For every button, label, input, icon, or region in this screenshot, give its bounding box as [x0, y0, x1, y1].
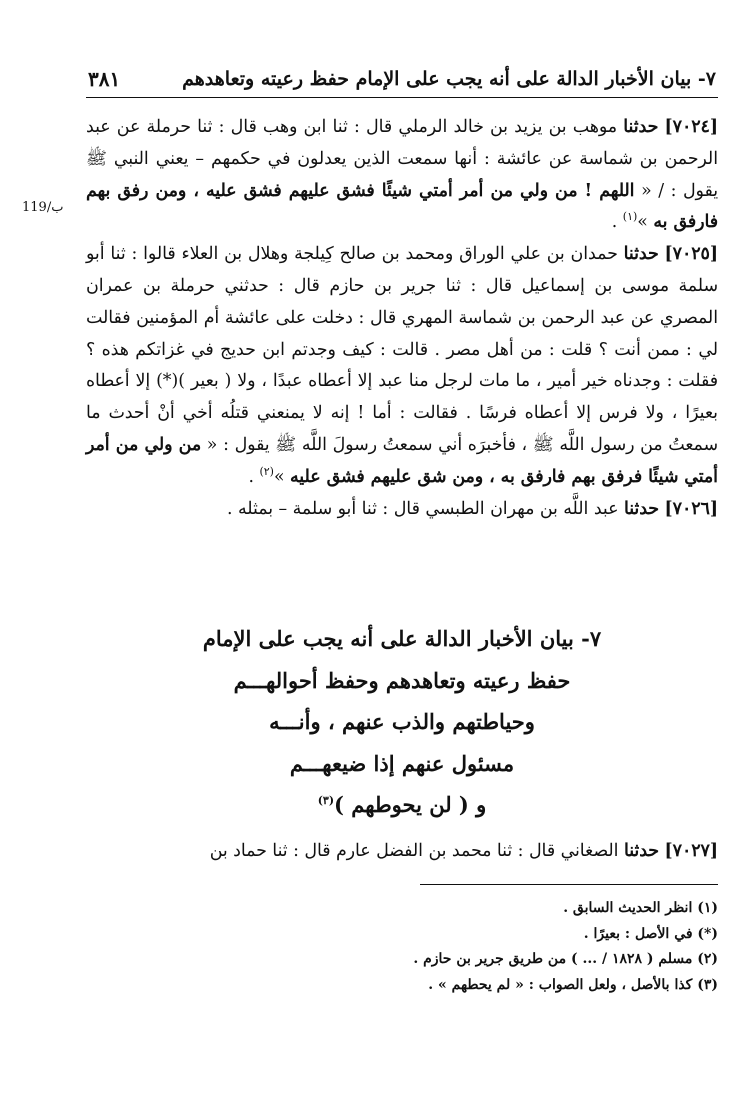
hadith-lead: حدثنا — [623, 841, 659, 861]
hadith-paragraph-7026 — [86, 494, 718, 526]
hadith-text: الصغاني قال : ثنا محمد بن الفضل عارم قال : ثنا حماد بن — [209, 841, 619, 861]
hadith-number: [٧٠٢٤] — [664, 117, 718, 137]
running-header — [88, 64, 716, 94]
manuscript-folio-note: 119/ب — [22, 200, 64, 215]
hadith-text: حمدان بن علي الوراق ومحمد بن صالح كِيلجة وهلال بن العلاء قالوا : ثنا أبو سلمة موسى بن إسماعيل قال : ثنا جرير بن حازم قال : حدثني حرملة بن عمران المصري عن عبد الرحمن بن شماسة المهري قال : دخلت على عائشة أم المؤمنين فقالت لي : ممن أنت ؟ قلت : من أهل مصر . قالت : كيف وجدتم ابن حديج في غزاتكم هذه ؟ فقلت : وجدناه خير أمير ، ما مات لرجل منا عبد إلا أعطاه عبدًا ، ولا ( بعير )(*) إلا أعطاه بعيرًا ، ولا فرس إلا أعطاه فرسًا . فقالت : أما ! إنه لا يمنعني قتلُه أخي أنْ أحدث ما سمعتُ من رسول اللَّه ﷺ ، فأخبرَه أني سمعتُ رسولَ اللَّه ﷺ يقول : « — [86, 244, 718, 455]
header-title: ٧- بيان الأخبار الدالة على أنه يجب على الإمام حفظ رعيته وتعاهدهم — [182, 68, 716, 90]
footnotes — [86, 896, 718, 998]
footnote-item: (*) في الأصل : بعيرًا . — [583, 925, 718, 942]
chapter-heading-text: و ( لن يحوطهم ) — [334, 792, 487, 817]
quote-close: » — [273, 466, 285, 487]
hadith-lead: حدثنا — [623, 117, 659, 137]
hadith-text: عبد اللَّه بن مهران الطبسي قال : ثنا أبو سلمة – بمثله . — [227, 498, 619, 519]
chapter-heading-line: حفظ رعيته وتعاهدهم وحفظ أحوالهـــم — [233, 667, 571, 693]
hadith-quote: من ولي من أمر أمتي شيئًا فرفق بهم فارفق به ، ومن شق عليهم فشق عليه — [86, 434, 718, 487]
footnote-item: (٢) مسلم ( ١٨٢٨ / ... ) من طريق جرير بن حازم . — [413, 951, 718, 967]
hadith-number: [٧٠٢٦] — [664, 498, 718, 519]
hadith-paragraph-7024 — [86, 112, 718, 239]
hadith-lead: حدثنا — [623, 498, 659, 519]
hadith-lead: حدثنا — [623, 244, 659, 265]
footnote-item: (٣) كذا بالأصل ، ولعل الصواب : « لم يحطهم » . — [428, 976, 718, 993]
hadith-number: [٧٠٢٥] — [664, 244, 718, 265]
hadith-paragraph-7025 — [86, 239, 718, 493]
chapter-heading — [86, 618, 718, 826]
hadith-quote: اللهم ! من ولي من أمر أمتي شيئًا فشق عليهم فشق عليه ، ومن رفق بهم فارفق به — [86, 180, 718, 233]
chapter-heading-line: ٧- بيان الأخبار الدالة على أنه يجب على الإمام — [202, 626, 602, 651]
sentence-end: . — [611, 212, 623, 233]
footnote-ref: (٢) — [259, 465, 274, 478]
hadith-paragraph-7027 — [86, 836, 718, 868]
page-number: ٣٨١ — [88, 67, 121, 91]
chapter-heading-line: وحياطتهم والذب عنهم ، وأنـــه — [269, 709, 535, 734]
footnote-ref: (١) — [622, 210, 638, 224]
hadith-paragraph-7027-wrapper — [86, 836, 718, 868]
hadith-body — [86, 112, 718, 525]
chapter-heading-line-last — [86, 784, 718, 826]
hadith-number: [٧٠٢٧] — [664, 841, 718, 861]
sentence-end: . — [248, 466, 260, 487]
hadith-text: موهب بن يزيد بن خالد الرملي قال : ثنا ابن وهب قال : ثنا حرملة عن عبد الرحمن بن شماسة عن عائشة : أنها سمعت الذين يعدلون في حكمهم – يعني النبي ﷺ يقول : / « — [86, 117, 719, 201]
chapter-heading-line: مسئول عنهم إذا ضيعهـــم — [289, 750, 515, 776]
header-rule — [86, 97, 718, 98]
footnote-ref: (٣) — [317, 794, 335, 807]
quote-close: » — [637, 212, 648, 233]
footnote-rule — [420, 884, 718, 885]
footnote-item: (١) انظر الحديث السابق . — [563, 900, 718, 916]
